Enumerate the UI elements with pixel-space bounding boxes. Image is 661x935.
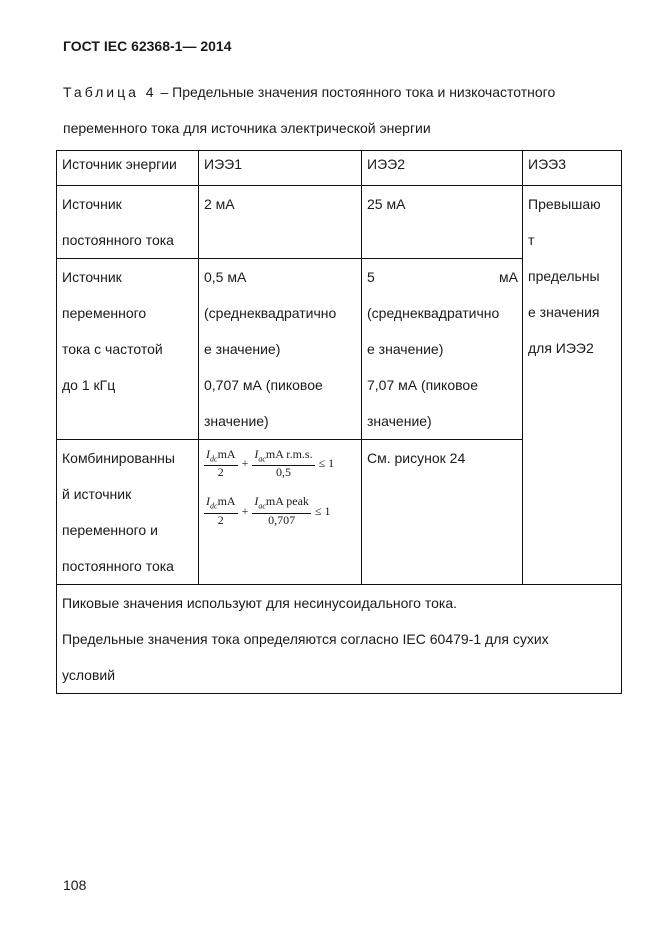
table-row-dc [57,186,622,259]
cell-line: 0,5 мА [204,269,247,285]
cell-line: постоянного тока [62,232,174,248]
document-header: ГОСТ IEC 62368-1— 2014 [63,38,232,54]
cell-line: 2 мА [204,196,235,212]
table-caption [63,74,623,146]
cell-source-dc [57,186,199,259]
table-header-row [57,151,622,186]
cell-ies1-dc [199,186,362,259]
cell-line: предельны [528,268,600,284]
cell-line: для ИЭЭ2 [528,340,594,356]
cell-line: значение) [204,413,269,429]
cell-ies1-ac [199,259,362,440]
cell-line: (среднеквадратично [367,305,500,321]
cell-line: Источник [62,196,122,212]
caption-line-1: – Предельные значения постоянного тока и низкочастотного [156,84,556,100]
cell-ies2-dc [362,186,523,259]
cell-line: Превышаю [528,196,601,212]
cell-line: 25 мА [367,196,406,212]
cell-source-combined [57,440,199,585]
page-number: 108 [63,877,87,893]
limits-table [56,150,622,694]
cell-line: тока с частотой [62,341,163,357]
note-line: Пиковые значения используют для несинусоидального тока. [62,595,458,611]
cell-line: (среднеквадратично [204,305,337,321]
cell-line [367,259,518,295]
unit-text: мА [499,269,518,285]
cell-line: до 1 кГц [62,377,116,393]
cell-ies2-combined [362,440,523,585]
cell-line: е значение) [204,341,281,357]
note-line: условий [62,667,116,683]
cell-line: См. рисунок 24 [367,450,466,466]
cell-line: значение) [367,413,432,429]
column-header-ies2: ИЭЭ2 [362,151,523,186]
column-header-ies1: ИЭЭ1 [199,151,362,186]
value-text: 5 [367,269,375,285]
caption-line-2: переменного тока для источника электрической энергии [63,120,431,136]
cell-line: 0,707 мА (пиковое [204,377,323,393]
formula-rms: $\frac{I_{dc}mA}{2}$ + $\frac{I_{ac}mA r.m.s.}{0,5}$ ≤ 1 [206,447,335,480]
table-notes [57,585,622,694]
cell-line: Комбинированны [62,450,175,466]
cell-ies2-ac [362,259,523,440]
cell-line: переменного и [62,522,158,538]
column-header-source: Источник энергии [57,151,199,186]
cell-line: е значение) [367,341,444,357]
cell-line: постоянного тока [62,558,174,574]
cell-source-ac [57,259,199,440]
cell-line: т [528,232,535,248]
note-line: Предельные значения тока определяются согласно IEC 60479-1 для сухих [62,631,549,647]
caption-label: Таблица 4 [63,84,157,100]
column-header-ies3: ИЭЭ3 [523,151,622,186]
cell-ies1-combined [199,440,362,585]
cell-line: й источник [62,486,132,502]
formula-peak: $\frac{I_{dc}mA}{2}$ + $\frac{I_{ac}mA peak}{0,707}$ ≤ 1 [206,494,331,527]
cell-line: переменного [62,305,147,321]
table-notes-row [57,585,622,694]
cell-ies3 [523,186,622,585]
cell-line: Источник [62,269,122,285]
cell-line: е значения [528,304,600,320]
cell-line: 7,07 мА (пиковое [367,377,478,393]
